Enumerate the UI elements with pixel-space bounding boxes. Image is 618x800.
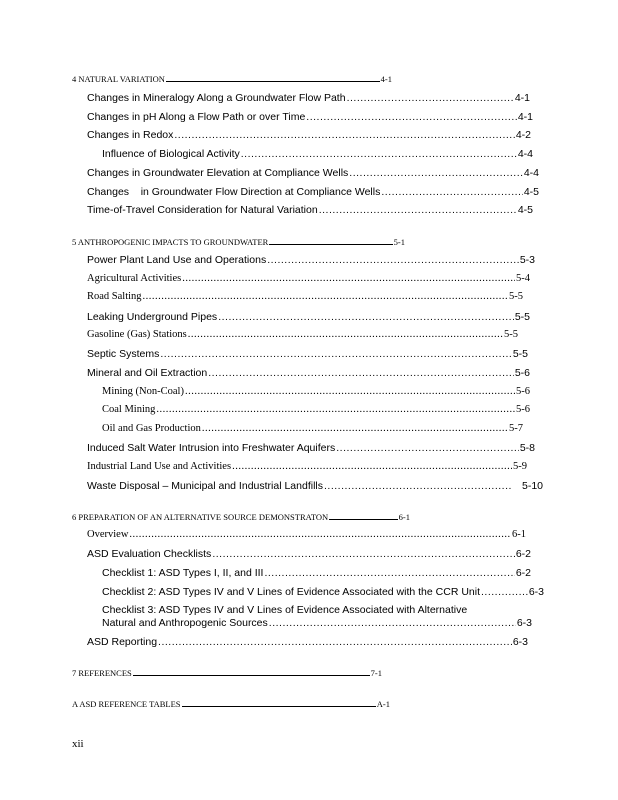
toc-page: 4-5 — [523, 186, 539, 198]
toc-entry-5-7[interactable] — [87, 366, 530, 380]
toc-title: ASD Reporting — [87, 636, 158, 648]
toc-page: 4-1 — [517, 111, 533, 123]
toc-title: Road Salting — [87, 291, 142, 302]
toc-page: 4-4 — [523, 167, 539, 179]
toc-title: 5 ANTHROPOGENIC IMPACTS TO GROUNDWATER — [72, 237, 269, 247]
toc-entry-4-4[interactable] — [87, 166, 539, 180]
toc-page: 5-5 — [512, 348, 528, 360]
toc-title: Waste Disposal – Municipal and Industrial Landfills — [87, 480, 323, 492]
toc-entry-6-3[interactable] — [87, 635, 528, 649]
toc-entry-4-3[interactable] — [87, 128, 531, 142]
toc-page: 5-6 — [514, 367, 530, 379]
toc-title: Checklist 2: ASD Types IV and V Lines of Evidence Associated with the CCR Unit — [102, 586, 480, 598]
toc-page: 5-3 — [519, 254, 535, 266]
toc-chapter-4[interactable] — [72, 72, 392, 86]
toc-title: 4 NATURAL VARIATION — [72, 74, 165, 84]
toc-page: 6-1 — [398, 512, 410, 522]
toc-title: Checklist 1: ASD Types I, II, and III — [102, 567, 264, 579]
toc-page: 5-5 — [509, 291, 523, 302]
toc-title: Changes in Mineralogy Along a Groundwater Flow Path — [87, 92, 346, 104]
toc-title: Industrial Land Use and Activities — [87, 461, 232, 472]
toc-entry-5-7-1[interactable] — [102, 385, 530, 399]
toc-page: 5-1 — [393, 237, 405, 247]
toc-title: Leaking Underground Pipes — [87, 311, 218, 323]
toc-title: Induced Salt Water Intrusion into Freshwater Aquifers — [87, 442, 336, 454]
toc-page: 4-1 — [380, 74, 392, 84]
toc-title: Influence of Biological Activity — [102, 148, 240, 160]
toc-title: ASD Evaluation Checklists — [87, 548, 212, 560]
toc-entry-5-9[interactable] — [87, 460, 527, 474]
toc-entry-6-2-3[interactable] — [102, 604, 532, 630]
toc-title: Oil and Gas Production — [102, 423, 201, 434]
toc-entry-6-2[interactable] — [87, 547, 531, 561]
toc-entry-5-2[interactable] — [87, 272, 530, 286]
toc-entry-5-7-3[interactable] — [102, 422, 523, 436]
toc-title: Changes in Redox — [87, 129, 174, 141]
toc-page: 6-2 — [515, 567, 531, 579]
toc-appendix-a[interactable] — [72, 697, 390, 711]
toc-entry-5-10[interactable] — [87, 479, 543, 493]
toc-title: Septic Systems — [87, 348, 160, 360]
toc-entry-5-8[interactable] — [87, 441, 535, 455]
toc-page: 6-3 — [516, 617, 532, 629]
toc-page: 6-3 — [528, 586, 544, 598]
toc-entry-5-4[interactable] — [87, 310, 530, 324]
toc-entry-5-5[interactable] — [87, 328, 518, 342]
toc-title: Overview — [87, 529, 129, 540]
toc-page: 5-5 — [514, 311, 530, 323]
toc-page: 5-6 — [516, 386, 530, 397]
toc-page: 6-3 — [512, 636, 528, 648]
toc-entry-6-1[interactable] — [87, 528, 526, 542]
toc-page: 6-2 — [515, 548, 531, 560]
toc-entry-5-1[interactable] — [87, 253, 535, 267]
toc-entry-6-2-2[interactable] — [102, 585, 544, 599]
toc-page: 5-5 — [504, 329, 518, 340]
toc-page: 5-10 — [521, 480, 543, 492]
toc-entry-4-1[interactable] — [87, 91, 530, 105]
toc-page: 4-1 — [514, 92, 530, 104]
toc-page: 4-5 — [517, 204, 533, 216]
toc-title: Agricultural Activities — [87, 273, 182, 284]
toc-title: 6 PREPARATION OF AN ALTERNATIVE SOURCE DEMONSTRATON — [72, 512, 329, 522]
toc-title-line2: Natural and Anthropogenic Sources — [102, 617, 268, 629]
toc-page: 7-1 — [370, 668, 382, 678]
toc-entry-4-6[interactable] — [87, 203, 533, 217]
toc-chapter-6[interactable] — [72, 510, 410, 524]
toc-title: A ASD REFERENCE TABLES — [72, 699, 181, 709]
toc-title: Changes in pH Along a Flow Path or over Time — [87, 111, 306, 123]
page-number: xii — [72, 738, 84, 750]
toc-page: 4-4 — [517, 148, 533, 160]
toc-title: 7 REFERENCES — [72, 668, 132, 678]
toc-chapter-7[interactable] — [72, 666, 382, 680]
toc-page: 6-1 — [512, 529, 526, 540]
toc-title: Time-of-Travel Consideration for Natural Variation — [87, 204, 318, 216]
toc-entry-4-5[interactable] — [87, 185, 539, 199]
toc-page: 5-7 — [509, 423, 523, 434]
toc-page: 5-8 — [519, 442, 535, 454]
toc-entry-5-3[interactable] — [87, 290, 523, 304]
toc-title: Changes in Groundwater Elevation at Compliance Wells — [87, 167, 349, 179]
toc-title: Power Plant Land Use and Operations — [87, 254, 267, 266]
toc-entry-5-6[interactable] — [87, 347, 528, 361]
toc-title: Coal Mining — [102, 404, 156, 415]
toc-chapter-5[interactable] — [72, 235, 405, 249]
toc-page: 5-4 — [516, 273, 530, 284]
toc-title: Mineral and Oil Extraction — [87, 367, 208, 379]
toc-page: A-1 — [376, 699, 390, 709]
toc-page: 5-6 — [516, 404, 530, 415]
toc-title: Gasoline (Gas) Stations — [87, 329, 187, 340]
toc-page: 5-9 — [513, 461, 527, 472]
toc-title: Mining (Non-Coal) — [102, 386, 184, 397]
toc-page: 4-2 — [515, 129, 531, 141]
toc-entry-5-7-2[interactable] — [102, 403, 530, 417]
toc-title-line1: Checklist 3: ASD Types IV and V Lines of Evidence Associated with Alternative — [102, 604, 468, 616]
toc-title: Changes in Groundwater Flow Direction at Compliance Wells — [87, 186, 381, 198]
toc-entry-4-2[interactable] — [87, 110, 533, 124]
toc-entry-6-2-1[interactable] — [102, 566, 531, 580]
toc-entry-4-3-1[interactable] — [102, 147, 533, 161]
